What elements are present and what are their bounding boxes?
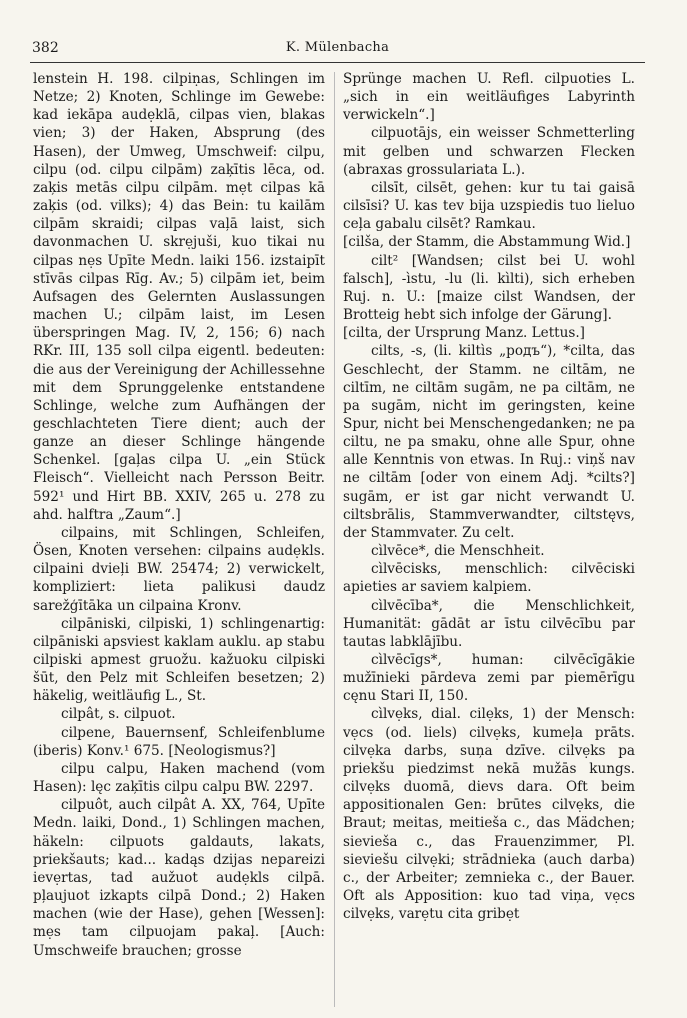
dictionary-entry: cilpene, Bauernsenf, Schleifenblume (iberis) Konv.¹ 675. [Neologismus?] bbox=[33, 724, 325, 759]
dictionary-entry: cìlvẹks, dial. cilẹks, 1) der Mensch: vẹcs (od. liels) cilvẹks, kumeļa prāts. cilvẹka darbs, suņa dzīve. cilvẹks pa priekšu piedzimst nekā mužās kungs. cilvẹks duomā, dievs dara. Oft beim appositionalen Gen: brūtes cilvẹks, die Braut; meitas, meitieša c., das Mädchen; sieviešа c., das Frauenzimmer, Pl. sieviešu cilvẹki; strādnieka (auch darba) c., der Arbeiter; zemnieka c., der Bauer. Oft als Apposition: kuo tad viņa, vẹcs cilvẹks, varẹtu cita gribẹt bbox=[343, 706, 635, 923]
dictionary-entry: cìlvēcisks, menschlich: cilvēciski apieties ar saviem kalpiem. bbox=[343, 561, 635, 596]
dictionary-entry: cilpuotājs, ein weisser Schmetterling mit gelben und schwarzen Flecken (abraxas grossulariata L.). bbox=[343, 125, 635, 178]
entry-continuation: lenstein H. 198. cilpiṇas, Schlingen im Netze; 2) Knoten, Schlinge im Gewebe: kad iekāpa audẹklā, cilpas vien, blakas vien; 3) der Haken, Absprung (des Hasen), der Umweg, Umschweif: cilpu, cilpu (od. cilpu cilpām) zaķītis lēca, od. zaķis metās cilpu cilpām. mẹt cilpas kā zaķis (od. vilks); 4) das Bein: tu kailām cilpām skraidi; cilpas vaļā laist, sich davonmachen U. skrẹjuši, kuo tikai nu cilpas nẹs Upīte Medn. laiki 156. izstaipīt stīvās cilpas Rīg. Av.; 5) cilpām iet, beim Aufsagen des Gelernten Auslassungen machen U.; cilpām laist, im Lesen überspringen Mag. IV, 2, 156; 6) nach RKr. III, 135 soll cilpa eigentl. bedeuten: die aus der Vereinigung der Achillessehne mit dem Sprunggelenke entstandene Schlinge, welche zum Aufhängen der geschlachteten Tiere dient; auch der ganze an dieser Schlinge hängende Schenkel. [gaļas cilpa U. „ein Stück Fleisch“. Vielleicht nach Persson Beitr. 592¹ und Hirt BB. XXIV, 265 u. 278 zu ahd. halftra „Zaum“.] bbox=[33, 71, 325, 523]
dictionary-entry: cilts, -s, (li. kiltìs „родъ“), *cilta, das Geschlecht, der Stamm. ne ciltām, ne ciltīm, ne ciltām sugām, ne pa ciltām, ne pa sugām, nicht im geringsten, keine Spur, nicht bei Menschengedanken; ne pa ciltu, ne pa smaku, ohne alle Spur, ohne alle Kenntnis von etwas. In Ruj.: viņš nav ne ciltām [oder von einem Adj. *cilts?] sugām, er ist gar nicht verwandt U. ciltsbrālis, Stammverwandter, ciltstęvs, der Stammvater. Zu celt. bbox=[343, 343, 635, 541]
page-header bbox=[30, 40, 645, 63]
dictionary-entry: cilsīt, cilsēt, gehen: kur tu tai gaisā cilsīsi? U. kas tev bija uzspiedis tuo lieluo ceļa gabalu cilsēt? Ramkau. bbox=[343, 179, 635, 233]
right-column bbox=[343, 70, 635, 923]
page-number: 382 bbox=[32, 40, 59, 56]
entry-continuation: Sprünge machen U. Refl. cilpuoties L. „sich in ein weitläufiges Labyrinth verwickeln“.] bbox=[343, 71, 635, 124]
entry-continuation: [cilta, der Ursprung Manz. Lettus.] bbox=[343, 325, 585, 342]
dictionary-entry: cìlvēcīgs*, human: cilvēcīgākie mužīnieki pārdeva zemi par piemērīgu cęnu Stari II, 150. bbox=[343, 652, 635, 705]
dictionary-entry: cilpât, s. cilpuot. bbox=[61, 706, 176, 723]
dictionary-entry: cìlvēcība*, die Menschlichkeit, Humanität: gādāt ar īstu cilvēcību par tautas labklājību. bbox=[343, 597, 635, 650]
column-divider bbox=[334, 72, 335, 1007]
entry-continuation: [cilša, der Stamm, die Abstammung Wid.] bbox=[343, 234, 631, 251]
dictionary-entry: cilpains, mit Schlingen, Schleifen, Ösen, Knoten versehen: cilpains audẹkls. cilpaini dvieļi BW. 25474; 2) verwickelt, kompliziert: lieta palikusi daudz sarežģītāka un cilpaina Kronv. bbox=[33, 524, 325, 614]
dictionary-entry: cilt² [Wandsen; cilst bei U. wohl falsch], -ìstu, -lu (li. kìlti), sich erheben Ruj. n. U.: [maize cilst Wandsen, der Brotteig hebt sich infolge der Gärung]. bbox=[343, 252, 635, 324]
dictionary-entry: cilpāniski, cilpiski, 1) schlingenartig: cilpāniski apsviest kaklam auklu. ap stabu cilpiski apmest gruožu. kažuoku cilpiski šūt, den Pelz mit Schleifen besetzen; 2) häkelig, weitläufig L., St. bbox=[33, 615, 325, 705]
dictionary-entry: cìlvēce*, die Menschheit. bbox=[371, 543, 545, 560]
dictionary-entry: cilpu calpu, Haken machend (vom Hasen): lęc zaķītis cilpu calpu BW. 2297. bbox=[33, 760, 325, 796]
running-title: K. Mülenbacha bbox=[285, 40, 390, 55]
dictionary-entry: cilpuôt, auch cilpât A. XX, 764, Upīte Medn. laiki, Dond., 1) Schlingen machen, häkeln: cilpuots galdauts, lakats, priekšauts; kad... kadąs dzijas nepareizi ievẹrtas, tad aužuot audẹkls cilpā. pļaujuot izkapts cilpā Dond.; 2) Haken machen (wie der Hase), gehen [Wessen]: mẹs tam cilpuojam pakaļ. [Auch: Umschweife brauchen; grosse bbox=[33, 797, 325, 959]
left-column bbox=[33, 70, 325, 960]
